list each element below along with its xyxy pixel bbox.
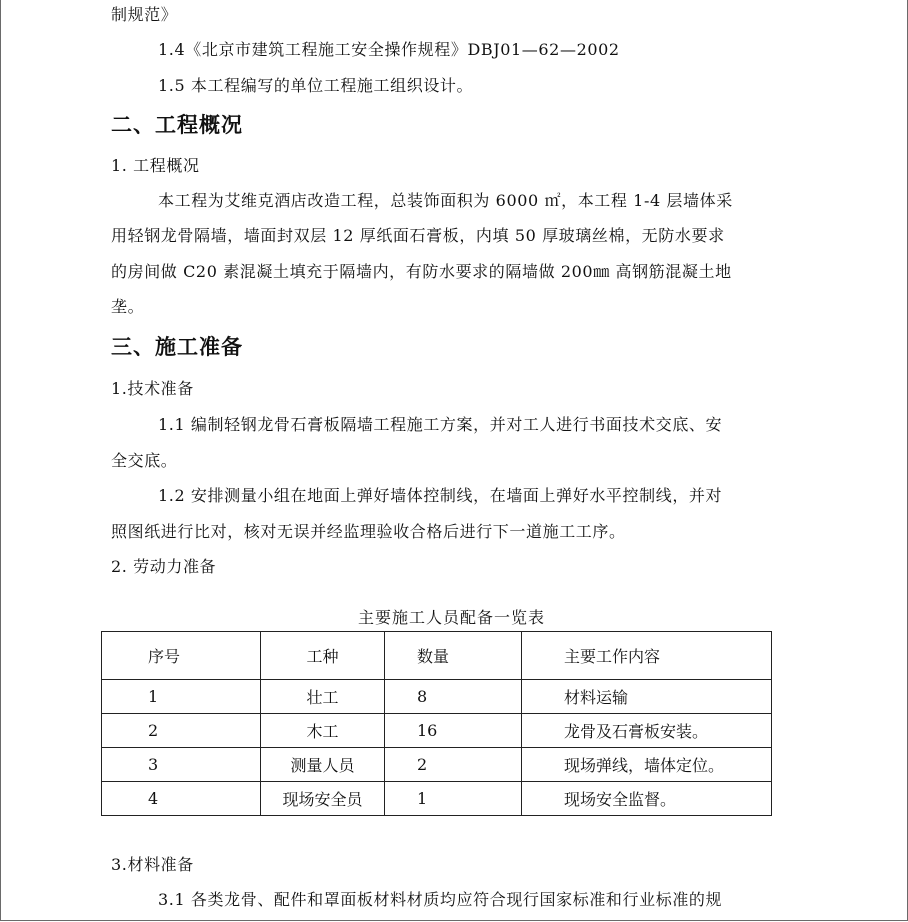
table-caption: 主要施工人员配备一览表	[358, 608, 546, 627]
table-cell: 8	[385, 680, 522, 714]
table-cell: 4	[102, 782, 261, 816]
text-line: 制规范》	[111, 5, 178, 24]
table-cell: 16	[385, 714, 522, 748]
header-cell: 序号	[102, 632, 261, 680]
staff-table	[101, 631, 772, 816]
paragraph-line: 1.1 编制轻钢龙骨石膏板隔墙工程施工方案，并对工人进行书面技术交底、安	[158, 415, 723, 434]
header-cell: 工种	[261, 632, 385, 680]
table-cell: 壮工	[261, 680, 385, 714]
paragraph-line: 1.2 安排测量小组在地面上弹好墙体控制线，在墙面上弹好水平控制线，并对	[158, 486, 723, 505]
text-line: 1.4《北京市建筑工程施工安全操作规程》DBJ01—62—2002	[158, 40, 620, 59]
table-cell: 3	[102, 748, 261, 782]
table-cell: 现场弹线，墙体定位。	[522, 748, 772, 782]
subheading: 1. 工程概况	[111, 156, 200, 175]
paragraph-line: 3.1 各类龙骨、配件和罩面板材料材质均应符合现行国家标准和行业标准的规	[158, 890, 723, 909]
table-cell: 2	[385, 748, 522, 782]
subheading: 3.材料准备	[111, 855, 194, 874]
table-row	[102, 748, 772, 782]
table-cell: 龙骨及石膏板安装。	[522, 714, 772, 748]
section-heading-preparation: 三、施工准备	[111, 335, 243, 359]
paragraph-line: 全交底。	[111, 451, 178, 470]
table-cell: 材料运输	[522, 680, 772, 714]
paragraph-line: 本工程为艾维克酒店改造工程，总装饰面积为 6000 ㎡，本工程 1-4 层墙体采	[158, 191, 733, 210]
table-cell: 测量人员	[261, 748, 385, 782]
table-cell: 现场安全监督。	[522, 782, 772, 816]
table-row	[102, 680, 772, 714]
header-cell: 数量	[385, 632, 522, 680]
table-header-row	[102, 632, 772, 680]
subheading: 1.技术准备	[111, 379, 194, 398]
table-cell: 1	[385, 782, 522, 816]
text-line: 1.5 本工程编写的单位工程施工组织设计。	[158, 76, 474, 95]
header-cell: 主要工作内容	[522, 632, 772, 680]
paragraph-line: 用轻钢龙骨隔墙，墙面封双层 12 厚纸面石膏板，内填 50 厚玻璃丝棉，无防水要求	[111, 226, 725, 245]
subheading: 2. 劳动力准备	[111, 557, 217, 576]
section-heading-overview: 二、工程概况	[111, 113, 243, 137]
paragraph-line: 照图纸进行比对，核对无误并经监理验收合格后进行下一道施工工序。	[111, 522, 626, 541]
table-row	[102, 714, 772, 748]
table-cell: 1	[102, 680, 261, 714]
table-cell: 2	[102, 714, 261, 748]
paragraph-line: 垄。	[111, 297, 145, 316]
table-cell: 木工	[261, 714, 385, 748]
table-row	[102, 782, 772, 816]
paragraph-line: 的房间做 C20 素混凝土填充于隔墙内，有防水要求的隔墙做 200㎜ 高钢筋混凝土地	[111, 262, 732, 281]
table-cell: 现场安全员	[261, 782, 385, 816]
